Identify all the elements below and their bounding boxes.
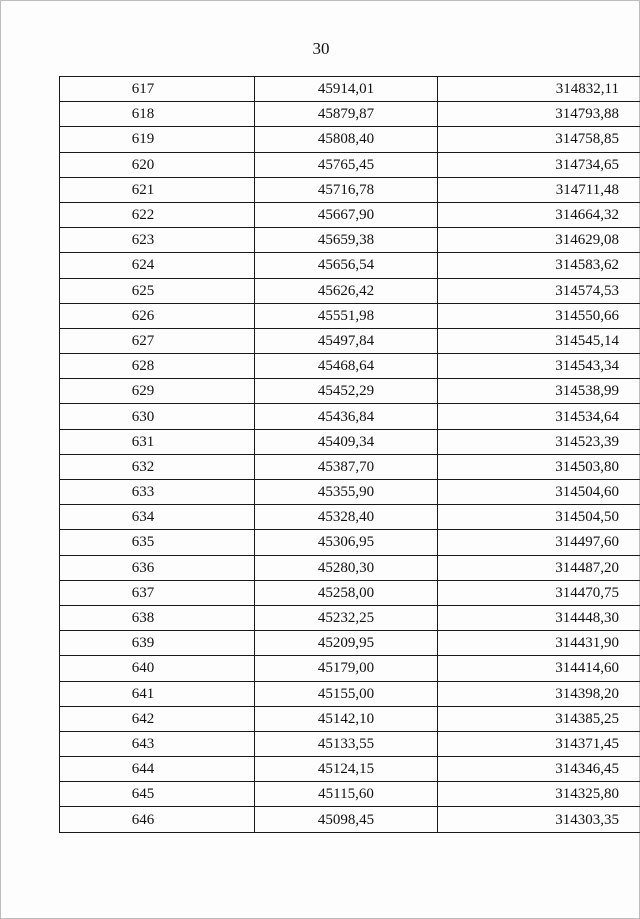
- point-number-cell: 640: [60, 656, 255, 681]
- x-coordinate-cell: 45551,98: [255, 303, 438, 328]
- table-row: [60, 631, 640, 656]
- x-coordinate-cell: 45452,29: [255, 379, 438, 404]
- table-row: [60, 278, 640, 303]
- y-coordinate-cell: 314550,66: [438, 303, 640, 328]
- y-coordinate-cell: 314758,85: [438, 127, 640, 152]
- point-number-cell: 645: [60, 782, 255, 807]
- y-coordinate-cell: 314574,53: [438, 278, 640, 303]
- y-coordinate-cell: 314711,48: [438, 177, 640, 202]
- table-row: [60, 328, 640, 353]
- table-row: [60, 228, 640, 253]
- point-number-cell: 627: [60, 328, 255, 353]
- point-number-cell: 646: [60, 807, 255, 832]
- page-number: 30: [312, 39, 330, 58]
- x-coordinate-cell: 45436,84: [255, 404, 438, 429]
- y-coordinate-cell: 314538,99: [438, 379, 640, 404]
- table-row: [60, 354, 640, 379]
- y-coordinate-cell: 314523,39: [438, 429, 640, 454]
- y-coordinate-cell: 314303,35: [438, 807, 640, 832]
- x-coordinate-cell: 45659,38: [255, 228, 438, 253]
- table-row: [60, 429, 640, 454]
- y-coordinate-cell: 314398,20: [438, 681, 640, 706]
- y-coordinate-cell: 314664,32: [438, 202, 640, 227]
- y-coordinate-cell: 314583,62: [438, 253, 640, 278]
- point-number-cell: 622: [60, 202, 255, 227]
- table-row: [60, 580, 640, 605]
- x-coordinate-cell: 45258,00: [255, 580, 438, 605]
- x-coordinate-cell: 45765,45: [255, 152, 438, 177]
- table-row: [60, 202, 640, 227]
- point-number-cell: 634: [60, 505, 255, 530]
- y-coordinate-cell: 314503,80: [438, 454, 640, 479]
- y-coordinate-cell: 314414,60: [438, 656, 640, 681]
- y-coordinate-cell: 314371,45: [438, 731, 640, 756]
- x-coordinate-cell: 45209,95: [255, 631, 438, 656]
- x-coordinate-cell: 45879,87: [255, 102, 438, 127]
- y-coordinate-cell: 314629,08: [438, 228, 640, 253]
- table-row: [60, 656, 640, 681]
- x-coordinate-cell: 45667,90: [255, 202, 438, 227]
- point-number-cell: 623: [60, 228, 255, 253]
- table-row: [60, 177, 640, 202]
- x-coordinate-cell: 45656,54: [255, 253, 438, 278]
- x-coordinate-cell: 45133,55: [255, 731, 438, 756]
- y-coordinate-cell: 314325,80: [438, 782, 640, 807]
- x-coordinate-cell: 45124,15: [255, 757, 438, 782]
- point-number-cell: 635: [60, 530, 255, 555]
- y-coordinate-cell: 314734,65: [438, 152, 640, 177]
- point-number-cell: 632: [60, 454, 255, 479]
- point-number-cell: 621: [60, 177, 255, 202]
- point-number-cell: 636: [60, 555, 255, 580]
- point-number-cell: 637: [60, 580, 255, 605]
- table-row: [60, 404, 640, 429]
- point-number-cell: 641: [60, 681, 255, 706]
- table-row: [60, 127, 640, 152]
- point-number-cell: 624: [60, 253, 255, 278]
- coordinates-table-body: [60, 77, 640, 833]
- point-number-cell: 626: [60, 303, 255, 328]
- point-number-cell: 643: [60, 731, 255, 756]
- table-row: [60, 530, 640, 555]
- table-row: [60, 555, 640, 580]
- table-row: [60, 782, 640, 807]
- y-coordinate-cell: 314793,88: [438, 102, 640, 127]
- y-coordinate-cell: 314431,90: [438, 631, 640, 656]
- table-row: [60, 454, 640, 479]
- y-coordinate-cell: 314543,34: [438, 354, 640, 379]
- x-coordinate-cell: 45808,40: [255, 127, 438, 152]
- table-row: [60, 807, 640, 832]
- y-coordinate-cell: 314385,25: [438, 706, 640, 731]
- point-number-cell: 620: [60, 152, 255, 177]
- y-coordinate-cell: 314448,30: [438, 605, 640, 630]
- point-number-cell: 630: [60, 404, 255, 429]
- x-coordinate-cell: 45155,00: [255, 681, 438, 706]
- table-row: [60, 480, 640, 505]
- y-coordinate-cell: 314545,14: [438, 328, 640, 353]
- y-coordinate-cell: 314497,60: [438, 530, 640, 555]
- table-row: [60, 681, 640, 706]
- table-row: [60, 757, 640, 782]
- x-coordinate-cell: 45387,70: [255, 454, 438, 479]
- point-number-cell: 629: [60, 379, 255, 404]
- point-number-cell: 625: [60, 278, 255, 303]
- coordinates-table: [59, 76, 640, 833]
- point-number-cell: 633: [60, 480, 255, 505]
- point-number-cell: 628: [60, 354, 255, 379]
- point-number-cell: 631: [60, 429, 255, 454]
- y-coordinate-cell: 314487,20: [438, 555, 640, 580]
- table-row: [60, 253, 640, 278]
- y-coordinate-cell: 314470,75: [438, 580, 640, 605]
- x-coordinate-cell: 45232,25: [255, 605, 438, 630]
- x-coordinate-cell: 45626,42: [255, 278, 438, 303]
- table-row: [60, 303, 640, 328]
- y-coordinate-cell: 314832,11: [438, 77, 640, 102]
- x-coordinate-cell: 45468,64: [255, 354, 438, 379]
- point-number-cell: 644: [60, 757, 255, 782]
- x-coordinate-cell: 45142,10: [255, 706, 438, 731]
- x-coordinate-cell: 45497,84: [255, 328, 438, 353]
- x-coordinate-cell: 45098,45: [255, 807, 438, 832]
- x-coordinate-cell: 45115,60: [255, 782, 438, 807]
- point-number-cell: 618: [60, 102, 255, 127]
- point-number-cell: 617: [60, 77, 255, 102]
- point-number-cell: 639: [60, 631, 255, 656]
- table-row: [60, 505, 640, 530]
- y-coordinate-cell: 314504,60: [438, 480, 640, 505]
- table-row: [60, 77, 640, 102]
- table-row: [60, 152, 640, 177]
- table-row: [60, 706, 640, 731]
- x-coordinate-cell: 45179,00: [255, 656, 438, 681]
- y-coordinate-cell: 314534,64: [438, 404, 640, 429]
- point-number-cell: 642: [60, 706, 255, 731]
- x-coordinate-cell: 45409,34: [255, 429, 438, 454]
- y-coordinate-cell: 314504,50: [438, 505, 640, 530]
- x-coordinate-cell: 45716,78: [255, 177, 438, 202]
- point-number-cell: 619: [60, 127, 255, 152]
- x-coordinate-cell: 45306,95: [255, 530, 438, 555]
- table-row: [60, 605, 640, 630]
- table-row: [60, 379, 640, 404]
- x-coordinate-cell: 45328,40: [255, 505, 438, 530]
- point-number-cell: 638: [60, 605, 255, 630]
- x-coordinate-cell: 45355,90: [255, 480, 438, 505]
- x-coordinate-cell: 45280,30: [255, 555, 438, 580]
- table-row: [60, 102, 640, 127]
- table-row: [60, 731, 640, 756]
- y-coordinate-cell: 314346,45: [438, 757, 640, 782]
- x-coordinate-cell: 45914,01: [255, 77, 438, 102]
